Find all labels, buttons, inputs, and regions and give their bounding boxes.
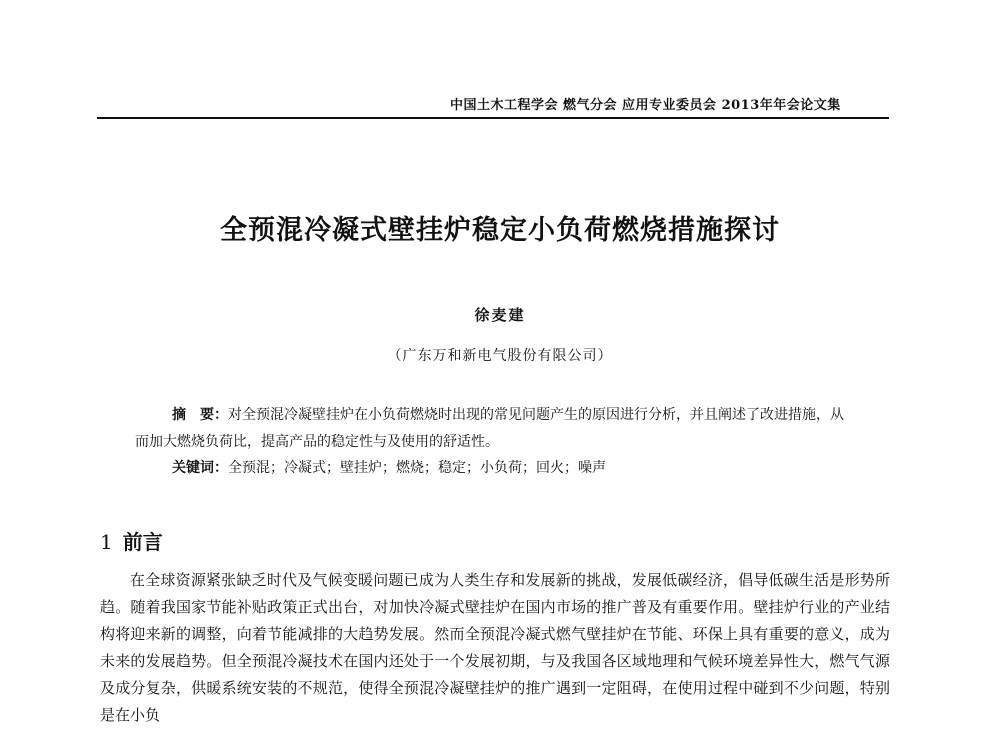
abstract-block <box>135 402 855 456</box>
abstract-text: 对全预混冷凝壁挂炉在小负荷燃烧时出现的常见问题产生的原因进行分析，并且阐述了改进措施，从而加大燃烧负荷比，提高产品的稳定性与及使用的舒适性。 <box>135 407 844 450</box>
section-heading <box>100 526 163 555</box>
body-paragraph: 在全球资源紧张缺乏时代及气候变暖问题已成为人类生存和发展新的挑战，发展低碳经济，倡导低碳生活是形势所趋。随着我国家节能补贴政策正式出台，对加快冷凝式壁挂炉在国内市场的推广普及有重要作用。壁挂炉行业的产业结构将迎来新的调整，向着节能减排的大趋势发展。然而全预混冷凝式燃气壁挂炉在节能、环保上具有重要的意义，成为未来的发展趋势。但全预混冷凝技术在国内还处于一个发展初期，与及我国各区域地理和气候环境差异性大，燃气气源及成分复杂，供暖系统安装的不规范，使得全预混冷凝壁挂炉的推广遇到一定阻碍，在使用过程中碰到不少问题，特别是在小负 <box>100 571 890 724</box>
section-body <box>100 567 890 729</box>
keywords-text: 全预混；冷凝式；壁挂炉；燃烧；稳定；小负荷；回火；噪声 <box>228 460 606 476</box>
section-title: 前言 <box>122 530 163 554</box>
keywords-label: 关键词： <box>172 460 228 476</box>
header-rule <box>97 117 889 119</box>
paper-title: 全预混冷凝式壁挂炉稳定小负荷燃烧措施探讨 <box>220 215 780 246</box>
paper-author: 徐麦建 <box>474 306 526 324</box>
section-number: 1 <box>100 530 113 554</box>
running-header: 中国土木工程学会 燃气分会 应用专业委员会 2013年年会论文集 <box>450 98 841 113</box>
abstract-label: 摘 要： <box>172 407 228 423</box>
keywords-block <box>172 457 606 477</box>
author-affiliation: （广东万和新电气股份有限公司） <box>387 348 613 364</box>
